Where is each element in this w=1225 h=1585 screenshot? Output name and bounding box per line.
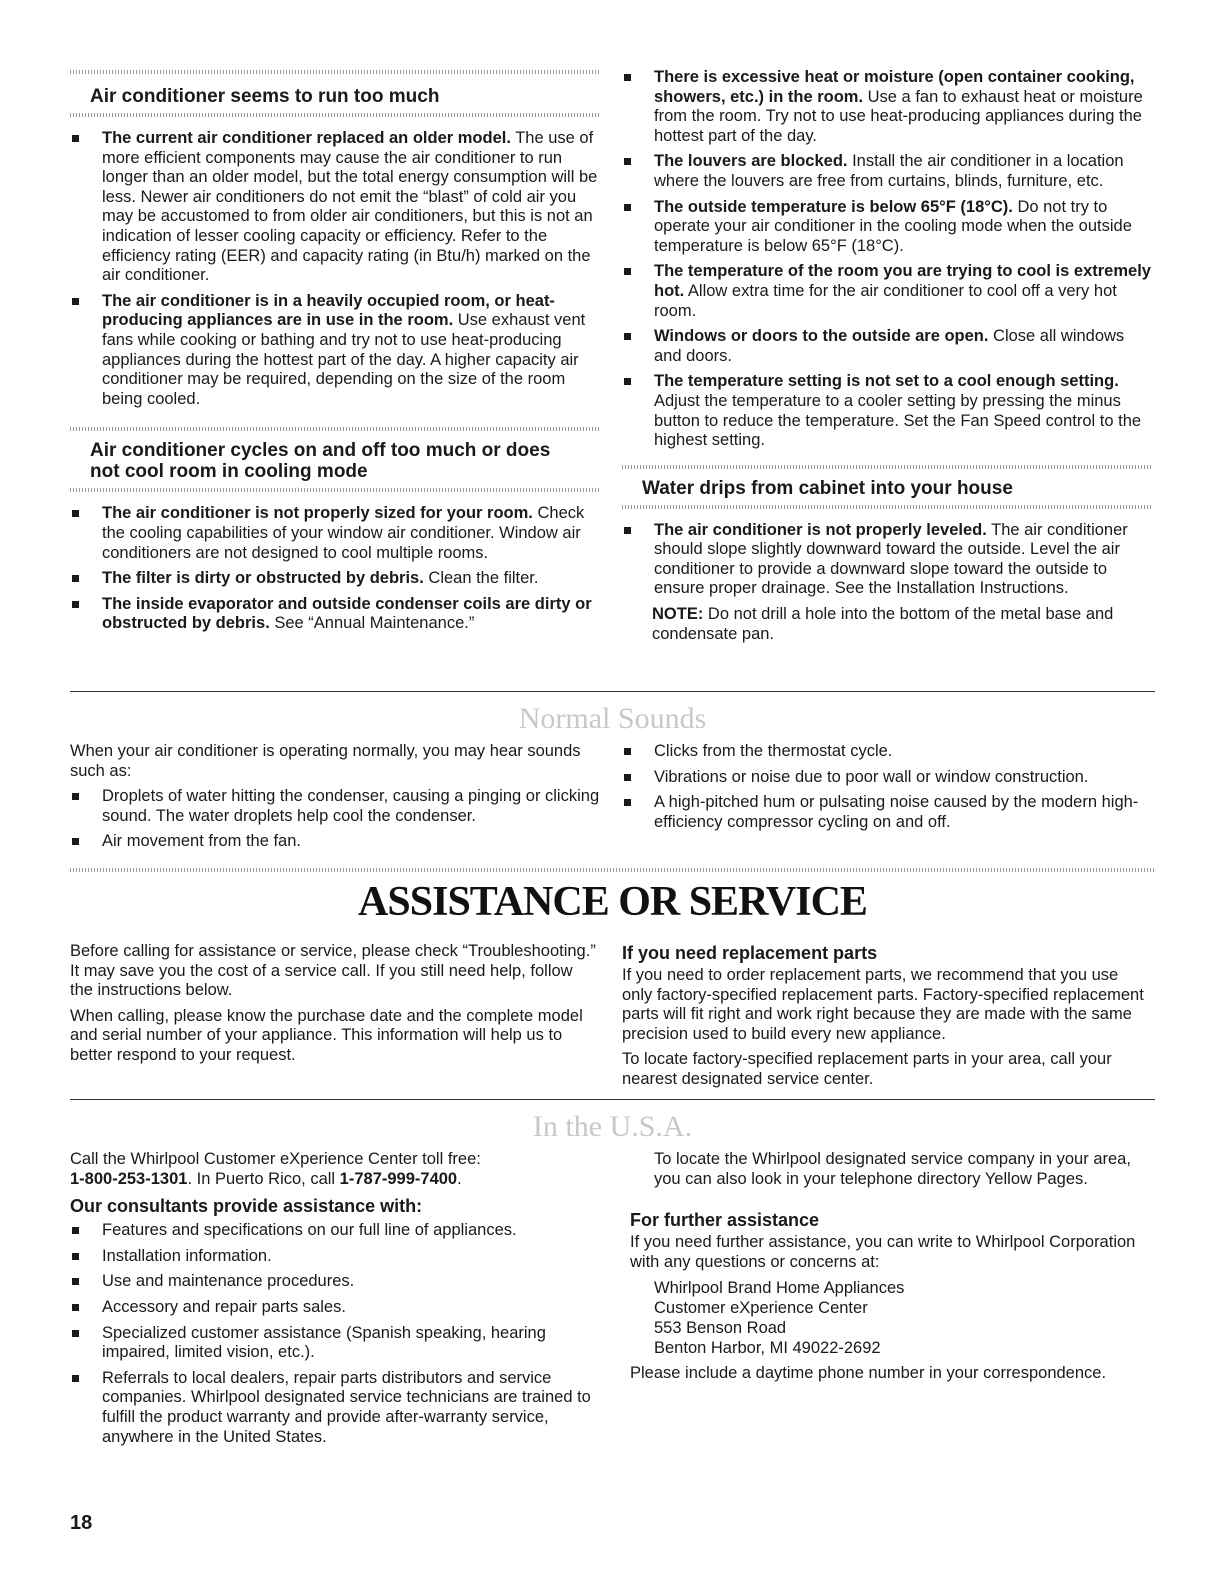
consultants-list xyxy=(70,1221,600,1447)
bullet-text: Use and maintenance procedures. xyxy=(102,1272,355,1291)
bullet-text: Vibrations or noise due to poor wall or window construction. xyxy=(654,767,1089,786)
bullet-square-icon xyxy=(624,268,631,275)
bullet-item xyxy=(622,68,1152,146)
address-line: Benton Harbor, MI 49022-2692 xyxy=(654,1339,881,1358)
bullet-bold-text: The temperature setting is not set to a cool enough setting. xyxy=(654,372,1119,391)
bullet-item xyxy=(70,292,600,410)
bullet-text: The air conditioner should slope slightly downward toward the outside. Level the air conditioner to provide a downward slope toward the outside to ensure proper drainage. See the Installation Instructions. xyxy=(654,520,1128,598)
replacement-parts-heading: If you need replacement parts xyxy=(622,943,878,963)
normal-sounds-left xyxy=(70,742,600,858)
runs-too-much-list xyxy=(70,129,600,409)
bullet-item xyxy=(70,787,600,826)
bullet-text: Clean the filter. xyxy=(423,569,539,588)
bullet-bold-text: There is excessive heat or moisture (open container cooking, showers, etc.) in the room. xyxy=(654,68,1135,106)
bullet-item xyxy=(70,595,600,634)
bullet-text: Accessory and repair parts sales. xyxy=(102,1297,346,1316)
normal-sounds-title: Normal Sounds xyxy=(518,702,707,735)
bullet-square-icon xyxy=(72,601,79,608)
bullet-text: Allow extra time for the air conditioner to cool off a very hot room. xyxy=(654,281,1117,320)
bullet-bold-text: The current air conditioner replaced an older model. xyxy=(102,129,511,147)
period: . xyxy=(457,1169,462,1188)
locate-service-text: To locate the Whirlpool designated service company in your area, you can also look in your telephone directory Yellow Pages. xyxy=(654,1150,1131,1188)
usa-right xyxy=(630,1150,1155,1384)
page-number: 18 xyxy=(70,1512,93,1534)
drips-heading: Water drips from cabinet into your house xyxy=(642,477,1013,499)
bullet-bold-text: The air conditioner is in a heavily occupied room, or heat-producing appliances are in use in the room. xyxy=(102,291,555,330)
bullet-bold-text: The inside evaporator and outside condenser coils are dirty or obstructed by debris. xyxy=(102,594,592,633)
assistance-paragraph-1: Before calling for assistance or service, please check “Troubleshooting.” It may save you the cost of a service call. If you still need help, follow the instructions below. xyxy=(70,942,596,1000)
further-assistance-heading: For further assistance xyxy=(630,1210,820,1231)
runs-too-much-heading: Air conditioner seems to run too much xyxy=(90,86,440,107)
section-divider xyxy=(622,465,1152,469)
bullet-square-icon xyxy=(72,1278,79,1285)
bullet-bold-text: The outside temperature is below 65°F (18°C). xyxy=(654,197,1013,216)
bullet-square-icon xyxy=(72,838,79,845)
bullet-square-icon xyxy=(72,1330,79,1337)
bullet-text: The use of more efficient components may cause the air conditioner to run longer than an older model, but the total energy consumption will be less. Newer air conditioners do not emit the “blast” of cold air you may be accustomed to from older air conditioners, but this is not an indication of lesser cooling capacity or efficiency. Refer to the efficiency rating (EER) and capacity rating (in Btu/h) marked on the air conditioner. xyxy=(102,129,598,285)
usa-left xyxy=(70,1150,600,1453)
bullet-item xyxy=(622,198,1152,257)
bullet-text: A high-pitched hum or pulsating noise caused by the modern high-efficiency compressor cycling on and off. xyxy=(654,793,1139,831)
bullet-square-icon xyxy=(624,378,631,385)
puerto-rico-text: . In Puerto Rico, call xyxy=(187,1169,340,1188)
bullet-text: Check the cooling capabilities of your window air conditioner. Window air conditioners are not designed to cool multiple rooms. xyxy=(102,504,585,562)
bullet-item xyxy=(622,152,1152,191)
bullet-square-icon xyxy=(72,1253,79,1260)
bullet-text: Close all windows and doors. xyxy=(654,327,1125,365)
bullet-item xyxy=(622,327,1152,366)
section-divider xyxy=(70,113,600,117)
bullet-bold-text: The louvers are blocked. xyxy=(654,152,848,171)
bullet-square-icon xyxy=(72,1375,79,1382)
bullet-square-icon xyxy=(72,793,79,800)
bullet-text: Install the air conditioner in a location where the louvers are free from curtains, blinds, furniture, etc. xyxy=(654,152,1124,190)
bullet-text: Adjust the temperature to a cooler setting by pressing the minus button to reduce the temperature. Set the Fan Speed control to the highest setting. xyxy=(654,391,1142,450)
cycles-heading: Air conditioner cycles on and off too much or does not cool room in cooling mode xyxy=(90,440,551,483)
bullet-item xyxy=(70,1247,600,1267)
bullet-item xyxy=(70,504,600,563)
bullet-item xyxy=(70,129,600,286)
section-rule xyxy=(70,691,1155,692)
bullet-item xyxy=(622,521,1152,599)
bullet-bold-text: The temperature of the room you are trying to cool is extremely hot. xyxy=(654,262,1151,300)
normal-sounds-right xyxy=(622,742,1152,838)
bullet-square-icon xyxy=(624,333,631,340)
normal-sounds-list-left xyxy=(70,787,600,852)
bullet-item xyxy=(622,742,1152,762)
bullet-item xyxy=(70,1369,600,1447)
bullet-item xyxy=(622,793,1152,832)
bullet-text: Referrals to local dealers, repair parts distributors and service companies. Whirlpool designated service technicians are trained to fulfill the product warranty and provide after-warranty service, anywhere in the United States. xyxy=(102,1368,591,1446)
assistance-right xyxy=(622,942,1152,1090)
bullet-text: Features and specifications on our full line of appliances. xyxy=(102,1221,517,1240)
toll-free-number[interactable]: 1-800-253-1301 xyxy=(70,1169,188,1188)
consultants-heading: Our consultants provide assistance with: xyxy=(70,1196,423,1217)
drips-note xyxy=(622,605,1152,644)
normal-sounds-list-right xyxy=(622,742,1152,832)
cycles-list xyxy=(70,504,600,634)
bullet-square-icon xyxy=(624,158,631,165)
bullet-text: Air movement from the fan. xyxy=(102,832,301,851)
bullet-item xyxy=(622,372,1152,450)
bullet-text: Droplets of water hitting the condenser, causing a pinging or clicking sound. The water droplets help cool the condenser. xyxy=(102,787,600,825)
bullet-square-icon xyxy=(624,204,631,211)
bullet-item xyxy=(70,1298,600,1318)
bullet-item xyxy=(70,1221,600,1241)
bullet-text: Specialized customer assistance (Spanish speaking, hearing impaired, limited vision, etc.). xyxy=(102,1323,546,1362)
bullet-text: See “Annual Maintenance.” xyxy=(269,614,475,633)
bullet-item xyxy=(622,768,1152,788)
section-divider xyxy=(70,427,600,431)
bullet-square-icon xyxy=(72,135,79,142)
replacement-paragraph-2: To locate factory-specified replacement parts in your area, call your nearest designated service center. xyxy=(622,1050,1112,1088)
closing-text: Please include a daytime phone number in your correspondence. xyxy=(630,1364,1107,1383)
usa-title: In the U.S.A. xyxy=(532,1110,693,1143)
phone-line xyxy=(70,1170,600,1190)
bullet-square-icon xyxy=(624,774,631,781)
bullet-bold-text: The air conditioner is not properly sized for your room. xyxy=(102,504,533,523)
section-rule xyxy=(70,1099,1155,1100)
bullet-text: Clicks from the thermostat cycle. xyxy=(654,742,893,760)
bullet-square-icon xyxy=(624,799,631,806)
drips-list xyxy=(622,521,1152,599)
assistance-title: ASSISTANCE OR SERVICE xyxy=(358,879,867,925)
assistance-paragraph-2: When calling, please know the purchase date and the complete model and serial number of your appliance. This information will help us to better respond to your request. xyxy=(70,1006,583,1064)
bullet-item xyxy=(70,832,600,852)
bullet-text: Use a fan to exhaust heat or moisture from the room. Try not to use heat-producing appliances during the hottest part of the day. xyxy=(654,87,1143,145)
normal-sounds-intro: When your air conditioner is operating normally, you may hear sounds such as: xyxy=(70,742,581,780)
assistance-left xyxy=(70,942,600,1066)
section-divider xyxy=(70,488,600,492)
bullet-square-icon xyxy=(624,74,631,81)
bullet-square-icon xyxy=(624,527,631,534)
bullet-square-icon xyxy=(72,1227,79,1234)
bullet-item xyxy=(70,1324,600,1363)
bullet-bold-text: The filter is dirty or obstructed by debris. xyxy=(102,569,424,588)
replacement-paragraph-1: If you need to order replacement parts, we recommend that you use only factory-specified replacement parts. Factory-specified replacement parts will fit right and work right because they are made with the same precision used to build every new appliance. xyxy=(622,966,1144,1043)
address-line: 553 Benson Road xyxy=(654,1319,787,1338)
bullet-square-icon xyxy=(72,510,79,517)
bullet-item xyxy=(622,262,1152,321)
section-divider xyxy=(70,868,1155,872)
bullet-text: Installation information. xyxy=(102,1246,272,1265)
troubleshooting-right-column xyxy=(622,68,1152,644)
bullet-bold-text: Windows or doors to the outside are open. xyxy=(654,327,989,346)
section-divider xyxy=(70,70,600,74)
bullet-item xyxy=(70,569,600,589)
address-line: Customer eXperience Center xyxy=(654,1299,868,1318)
call-center-text: Call the Whirlpool Customer eXperience Center toll free: xyxy=(70,1150,481,1168)
bullet-bold-text: The air conditioner is not properly leveled. xyxy=(654,520,987,539)
section-divider xyxy=(622,505,1152,509)
bullet-item xyxy=(70,1272,600,1292)
puerto-rico-number[interactable]: 1-787-999-7400 xyxy=(339,1169,458,1188)
bullet-square-icon xyxy=(72,298,79,305)
bullet-square-icon xyxy=(624,748,631,755)
address-line: Whirlpool Brand Home Appliances xyxy=(654,1279,905,1298)
troubleshooting-left-column xyxy=(70,70,600,640)
bullet-text: Use exhaust vent fans while cooking or bathing and try not to use heat-producing appliances during the hottest part of the day. A higher capacity air conditioner may be required, depending on the size of the room being cooled. xyxy=(102,311,586,408)
note-label: NOTE: xyxy=(652,605,704,624)
bullet-square-icon xyxy=(72,1304,79,1311)
causes-list xyxy=(622,68,1152,451)
mailing-address xyxy=(630,1278,1155,1358)
bullet-square-icon xyxy=(72,575,79,582)
note-text: Do not drill a hole into the bottom of the metal base and condensate pan. xyxy=(652,605,1114,643)
further-assistance-text: If you need further assistance, you can write to Whirlpool Corporation with any questions or concerns at: xyxy=(630,1233,1136,1271)
bullet-text: Do not try to operate your air conditioner in the cooling mode when the outside temperature is below 65°F (18°C). xyxy=(654,197,1132,255)
